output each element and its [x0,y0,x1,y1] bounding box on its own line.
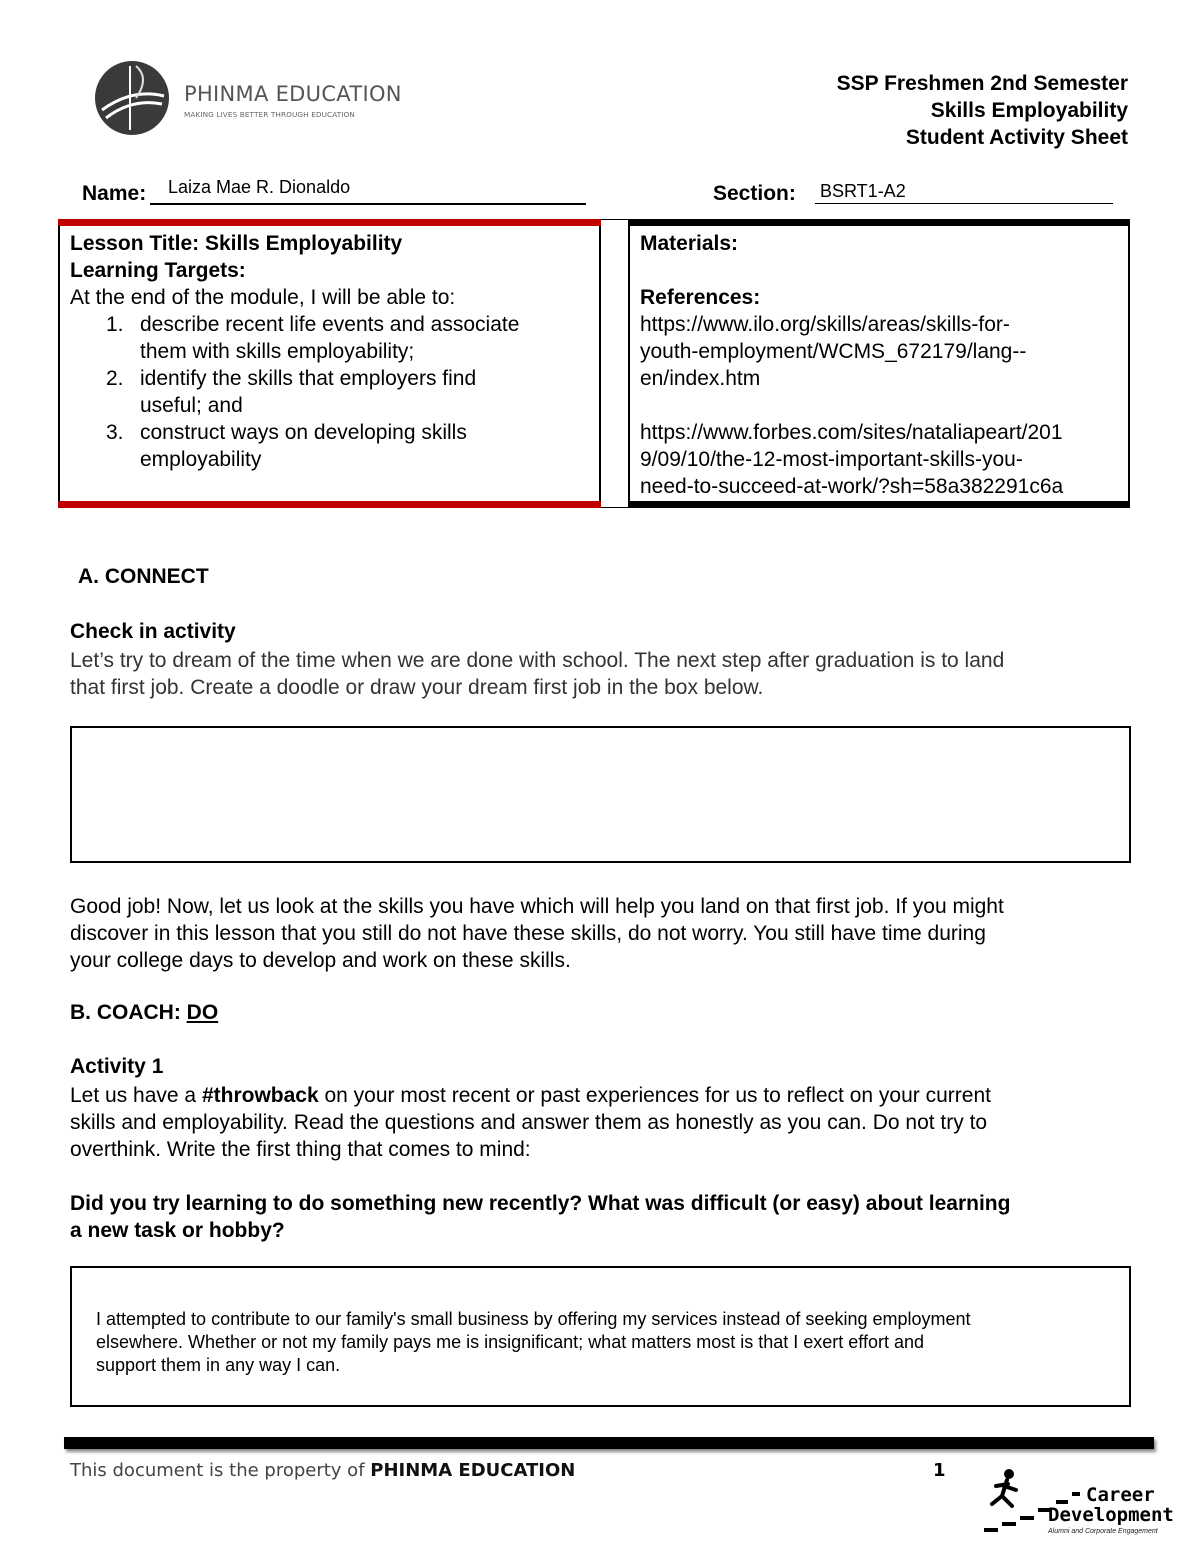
logo-name: PHINMA EDUCATION [184,82,402,106]
question-line: a new task or hobby? [70,1219,285,1242]
targets-intro: At the end of the module, I will be able to: [70,286,456,309]
career-logo-line-3: Alumni and Corporate Engagement [1048,1528,1158,1535]
paragraph-line: discover in this lesson that you still do not have these skills, do not worry. You still have time during [70,922,986,945]
career-development-logo [982,1464,1178,1550]
activity-instructions [70,1082,1132,1163]
phinma-emblem-icon [92,58,172,138]
answer-text [96,1308,1106,1377]
footer-text [70,1460,575,1481]
career-logo-line-2: Development [1048,1504,1174,1526]
question-1 [70,1190,1132,1244]
footer-bar [64,1437,1154,1449]
check-in-heading: Check in activity [70,620,236,643]
section-b-title: B. COACH: [70,1001,187,1024]
reference-text: youth-employment/WCMS_672179/lang-- [640,340,1027,363]
section-field[interactable]: BSRT1-A2 [820,181,906,201]
name-field[interactable]: Laiza Mae R. Dionaldo [168,177,351,197]
list-number: 1. [106,313,124,336]
reference-link-2[interactable] [640,419,1130,500]
section-b-heading [70,1001,218,1025]
materials-label: Materials: [640,232,739,255]
header-line-1: SSP Freshmen 2nd Semester [836,72,1128,95]
learning-targets-label: Learning Targets: [70,259,246,282]
lesson-box-top-bar [58,219,601,226]
references-label: References: [640,286,761,309]
answer-line: support them in any way I can. [96,1355,341,1375]
name-label: Name: [82,182,147,205]
lesson-box-bottom-bar [58,501,601,508]
paragraph-line: overthink. Write the first thing that comes to mind: [70,1138,531,1161]
list-number: 3. [106,421,124,444]
phinma-logo [92,58,402,148]
target-text: useful; and [140,394,243,417]
target-text: employability [140,448,262,471]
reference-text: en/index.htm [640,367,761,390]
reference-text: need-to-succeed-at-work/?sh=58a382291c6a [640,475,1064,498]
header-line-3: Student Activity Sheet [905,126,1128,149]
paragraph-line: that first job. Create a doodle or draw your dream first job in the box below. [70,676,764,699]
list-number: 2. [106,367,124,390]
answer-line: I attempted to contribute to our family's small business by offering my services instead of seeking employment [96,1309,971,1329]
paragraph-line: Let’s try to dream of the time when we are done with school. The next step after graduation is to land [70,649,1005,672]
question-line: Did you try learning to do something new recently? What was difficult (or easy) about learning [70,1192,1011,1215]
list-item [70,311,600,365]
materials-box-bottom-bar [628,501,1130,508]
target-text: them with skills employability; [140,340,415,363]
target-text: describe recent life events and associate [140,313,520,336]
reference-text: https://www.forbes.com/sites/nataliapeart/201 [640,421,1063,444]
targets-list [70,311,600,473]
answer-line: elsewhere. Whether or not my family pays me is insignificant; what matters most is that I exert effort and [96,1332,924,1352]
paragraph-line [70,1082,1132,1109]
materials-box [628,219,1130,508]
list-item [70,365,600,419]
reference-link-1[interactable] [640,311,1130,392]
footer-text-pre: This document is the property of [70,1460,371,1481]
text-run: on your most recent or past experiences for us to reflect on your current [318,1084,991,1107]
target-text: construct ways on developing skills [140,421,467,444]
throwback-hashtag: #throwback [201,1084,319,1107]
header-line-2: Skills Employability [930,99,1128,122]
paragraph-line: Good job! Now, let us look at the skills you have which will help you land on that first job. If you might [70,895,1004,918]
career-logo-line-1: Career [1086,1484,1155,1506]
page-number: 1 [933,1460,946,1481]
activity-heading: Activity 1 [70,1055,164,1078]
reference-text: 9/09/10/the-12-most-important-skills-you- [640,448,1023,471]
answer-box[interactable] [70,1266,1131,1407]
section-underline [815,203,1113,204]
section-a-heading: A. CONNECT [78,565,209,588]
paragraph-line: your college days to develop and work on these skills. [70,949,571,972]
box-connector [601,219,628,508]
document-header [837,70,1128,151]
list-item [70,419,600,473]
lesson-box [58,219,601,505]
lesson-title: Lesson Title: Skills Employability [70,232,403,255]
section-b-do: DO [186,1001,219,1024]
name-underline [150,203,586,205]
logo-tagline: MAKING LIVES BETTER THROUGH EDUCATION [184,110,355,119]
target-text: identify the skills that employers find [140,367,477,390]
text-run: Let us have a [70,1084,202,1107]
check-in-text [70,647,1132,701]
materials-box-top-bar [628,219,1130,226]
doodle-box[interactable] [70,726,1131,863]
footer-text-bold: PHINMA EDUCATION [370,1460,576,1481]
good-job-text [70,893,1132,974]
reference-text: https://www.ilo.org/skills/areas/skills-for- [640,313,1010,336]
paragraph-line: skills and employability. Read the questions and answer them as honestly as you can. Do not try to [70,1111,988,1134]
section-label: Section: [713,182,796,205]
